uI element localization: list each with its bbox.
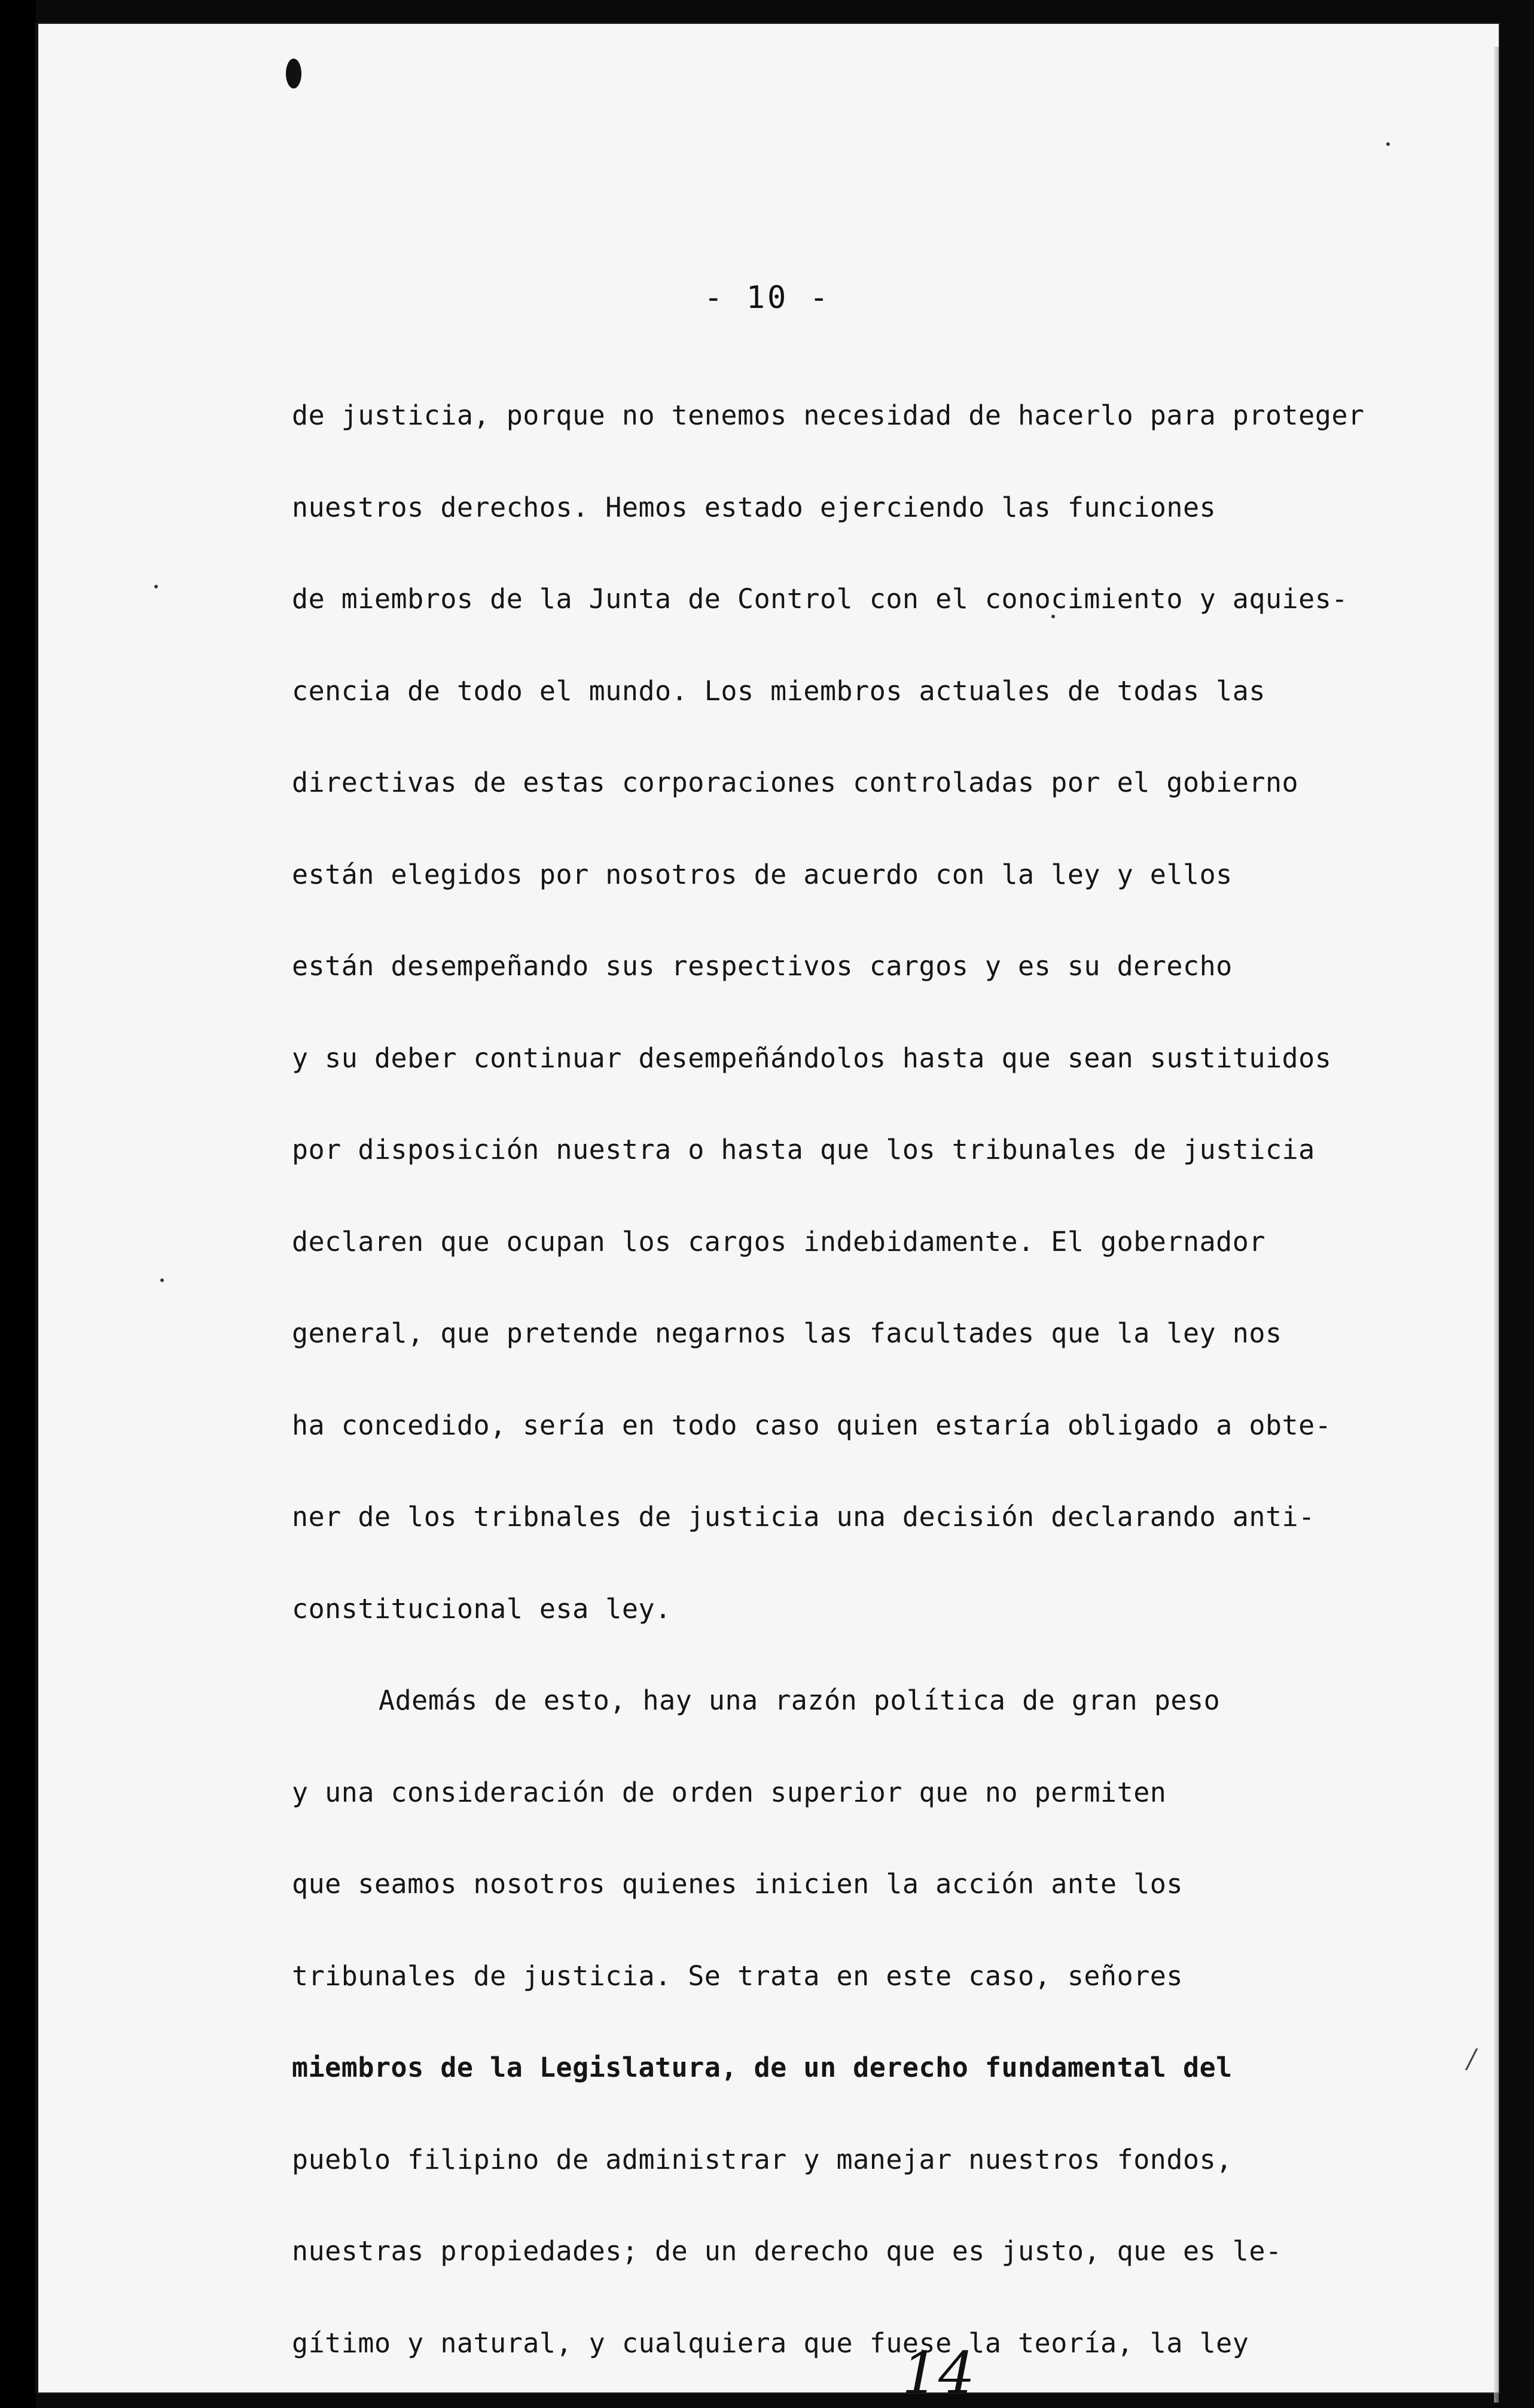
speck [1386, 142, 1390, 146]
text-line: miembros de la Legislatura, de un derecho fundamental del [292, 2052, 1233, 2083]
text-line: constitucional esa ley. [292, 1592, 672, 1625]
text-line: nuestras propiedades; de un derecho que es justo, que es le- [292, 2235, 1282, 2267]
text-line: declaren que ocupan los cargos indebidamente. El gobernador [292, 1225, 1265, 1258]
text-line: de justicia, porque no tenemos necesidad de hacerlo para proteger [292, 399, 1365, 431]
text-line: están desempeñando sus respectivos cargos y es su derecho [292, 950, 1233, 982]
text-line: ha concedido, sería en todo caso quien estaría obligado a obte- [292, 1409, 1332, 1441]
text-line: directivas de estas corporaciones controladas por el gobierno [292, 767, 1299, 798]
speck [160, 1278, 164, 1282]
page-number: - 10 - [704, 280, 831, 316]
text-line: que seamos nosotros quienes inicien la acción ante los [292, 1868, 1183, 1900]
margin-mark: / [1467, 2044, 1476, 2074]
text-line: pueblo filipino de administrar y manejar nuestros fondos, [292, 2143, 1233, 2175]
paper-sheet [35, 23, 1500, 2407]
text-line: gítimo y natural, y cualquiera que fuese la teoría, la ley [292, 2327, 1249, 2359]
text-line: tribunales de justicia. Se trata en este caso, señores [292, 1960, 1183, 1992]
text-line: cencia de todo el mundo. Los miembros actuales de todas las [292, 675, 1265, 707]
scan-border [0, 0, 36, 2408]
text-line: por disposición nuestra o hasta que los tribunales de justicia [292, 1134, 1315, 1165]
body-text [292, 370, 1524, 2389]
text-line: general, que pretende negarnos las facultades que la ley nos [292, 1317, 1282, 1349]
text-line: están elegidos por nosotros de acuerdo con la ley y ellos [292, 858, 1233, 890]
text-line: nuestros derechos. Hemos estado ejerciendo las funciones [292, 491, 1216, 523]
paragraph-2 [292, 1655, 1524, 2389]
text-line: Además de esto, hay una razón política de gran peso [379, 1684, 1221, 1716]
text-line: y una consideración de orden superior que no permiten [292, 1776, 1167, 1808]
margin-rule [35, 23, 38, 2394]
punch-hole-mark [286, 59, 301, 88]
speck [154, 585, 158, 588]
text-line: y su deber continuar desempeñándolos hasta que sean sustituidos [292, 1042, 1332, 1074]
paragraph-1 [292, 370, 1524, 1655]
text-line: de miembros de la Junta de Control con el conocimiento y aquies- [292, 583, 1348, 615]
folio-handwritten: 14 [902, 2340, 975, 2407]
text-line: ner de los tribnales de justicia una decisión declarando anti- [292, 1501, 1315, 1533]
